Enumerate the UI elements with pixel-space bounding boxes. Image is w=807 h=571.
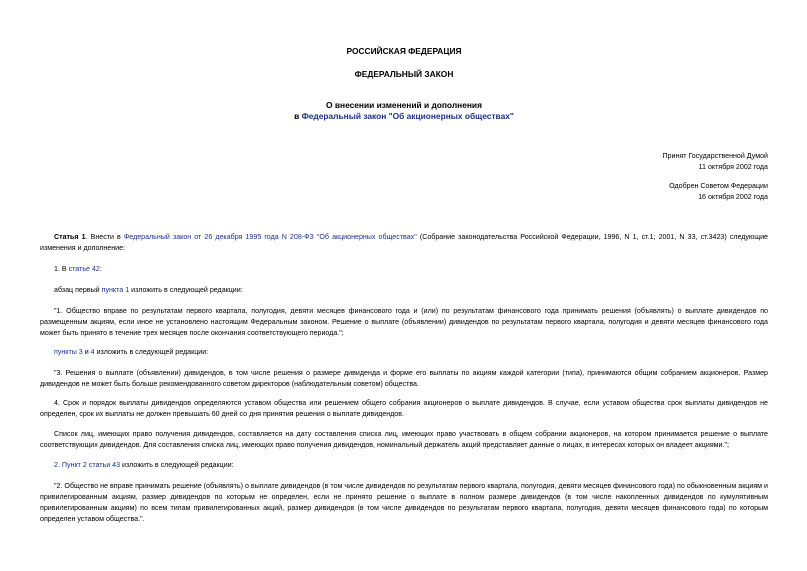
duma-label: Принят Государственной Думой bbox=[662, 152, 768, 160]
duma-date: 11 октября 2002 года bbox=[698, 163, 768, 171]
first-paragraph-suffix: изложить в следующей редакции: bbox=[129, 286, 243, 294]
item-1-paragraph bbox=[40, 264, 768, 275]
points-3-4-suffix: изложить в следующей редакции: bbox=[94, 348, 209, 356]
law-title-line2 bbox=[40, 111, 768, 121]
point-4-link[interactable]: 4 bbox=[90, 348, 95, 356]
article-1-label: Статья 1 bbox=[54, 233, 86, 241]
quote-point-1: "1. Общество вправе по результатам первого квартала, полугодия, девяти месяцев финансового года и (или) по результатам финансового года принимать решения (объявлять) о выплате дивидендов по размещенным акциям, если иное не установлено настоящим Федеральным законом. Решение о выплате (объявлении) дивидендов по результатам первого квартала, полугодия и девяти месяцев финансового года может быть принято в течение трех месяцев после окончания соответствующего периода."; bbox=[40, 307, 768, 337]
law-title-line1: О внесении изменений и дополнения bbox=[326, 100, 482, 110]
quote-point-3: "3. Решения о выплате (объявлении) дивидендов, в том числе решения о размере дивиденда и форме его выплаты по акциям каждой категории (типа), принимаются общим собранием акционеров. Размер дивидендов не может быть больше рекомендованного советом директоров (наблюдательным советом) общества. bbox=[40, 369, 768, 388]
item-2-paragraph bbox=[40, 460, 768, 471]
article-1-text-a: . Внести в bbox=[85, 233, 124, 241]
article-1-text-b: (Собрание законодательства Российской Федерации, 1996, N 1, ст.1; 2001, N 33, ст.3423) следующие изменения и дополнение: bbox=[40, 233, 769, 252]
points-3-4-mid: и bbox=[82, 348, 91, 356]
law-1995-link[interactable]: Федеральный закон от 26 декабря 1995 года N 208-ФЗ "Об акционерных обществах" bbox=[123, 233, 417, 241]
federation-heading: РОССИЙСКАЯ ФЕДЕРАЦИЯ bbox=[346, 46, 462, 56]
article-43-point-2-link[interactable]: 2. Пункт 2 статьи 43 bbox=[54, 461, 121, 469]
title-law-link[interactable]: Федеральный закон "Об акционерных обществах" bbox=[301, 111, 514, 121]
quote-point-4: 4. Срок и порядок выплаты дивидендов определяются уставом общества или решением общего собрания акционеров о выплате дивидендов. В случае, если уставом общества срок выплаты дивидендов не определен, срок их выплаты не должен превышать 60 дней со дня принятия решения о выплате дивидендов. bbox=[40, 399, 768, 418]
point-1-link[interactable]: пункта 1 bbox=[101, 286, 130, 294]
duma-adoption bbox=[662, 151, 768, 173]
item-1-suffix: : bbox=[99, 265, 102, 273]
first-paragraph-prefix: абзац первый bbox=[54, 286, 102, 294]
quote-article-43-point-2: "2. Общество не вправе принимать решение (объявлять) о выплате дивидендов (в том числе дивидендов по результатам первого квартала, полугодия, девяти месяцев финансового года) по обыкновенным акциям и привилегированным акциям, размер дивидендов по которым не определен, если не принято решение о выплате в полном размере дивидендов (в том числе накопленных дивидендов по кумулятивным привилегированным акциям) по всем типам привилегированных акций, размер дивидендов (в том числе дивидендов по результатам первого квартала, полугодия, девяти месяцев финансового года) по которым определен уставом общества.". bbox=[40, 482, 768, 523]
quote-dividend-list: Список лиц, имеющих право получения дивидендов, составляется на дату составления списка лиц, имеющих право участвовать в общем собрании акционеров, на котором принимается решение о выплате соответствующих дивидендов. Для составления списка лиц, имеющих право получения дивидендов, номинальный держатель акций представляет данные о лицах, в интересах которых он владеет акциями."; bbox=[40, 430, 768, 449]
first-paragraph-instruction bbox=[40, 285, 768, 296]
item-2-suffix: изложить в следующей редакции: bbox=[120, 461, 234, 469]
law-type-heading: ФЕДЕРАЛЬНЫЙ ЗАКОН bbox=[354, 69, 454, 79]
item-1-prefix: 1. В bbox=[54, 265, 69, 273]
council-date: 16 октября 2002 года bbox=[698, 193, 768, 201]
article-1-paragraph bbox=[40, 232, 768, 254]
title-prefix: в bbox=[294, 111, 302, 121]
point-3-link[interactable]: пункты 3 bbox=[54, 348, 83, 356]
points-3-4-instruction bbox=[40, 347, 768, 358]
council-label: Одобрен Советом Федерации bbox=[669, 182, 768, 190]
council-approval bbox=[669, 181, 768, 203]
article-42-link[interactable]: статье 42 bbox=[68, 265, 100, 273]
